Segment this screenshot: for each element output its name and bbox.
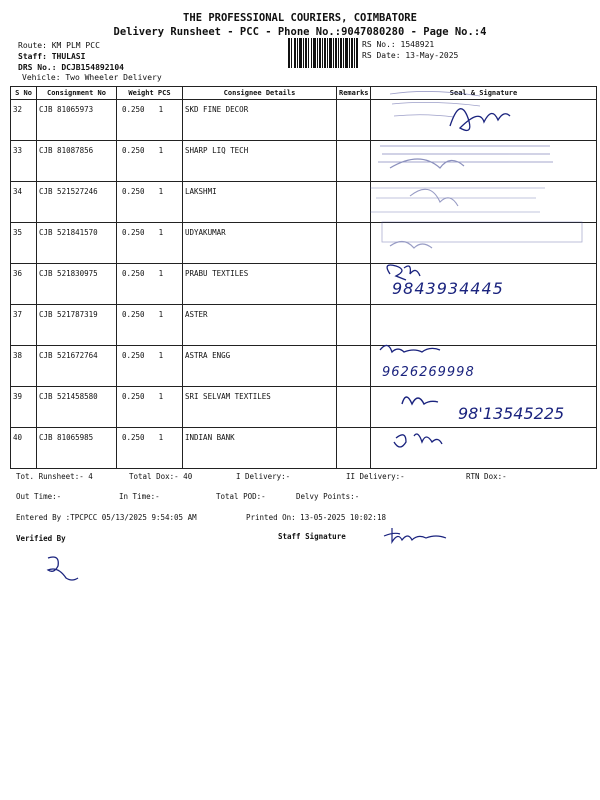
cell-weight: 0.250 (122, 269, 145, 278)
cell-weight: 0.250 (122, 105, 145, 114)
cell-remarks (337, 223, 371, 264)
cell-consignment: CJB 81087856 (37, 141, 117, 182)
staff-signature-label: Staff Signature (278, 532, 346, 541)
cell-pcs: 1 (158, 351, 164, 360)
cell-weight-pcs (117, 100, 183, 141)
cell-sno: 34 (11, 182, 37, 223)
cell-sno: 40 (11, 428, 37, 469)
cell-consignee: ASTER (183, 305, 337, 346)
in-time: In Time:- (119, 492, 160, 501)
cell-sno: 38 (11, 346, 37, 387)
cell-consignment: CJB 521787319 (37, 305, 117, 346)
cell-remarks (337, 264, 371, 305)
signature-row-36 (387, 265, 420, 280)
staff-signature-mark (380, 522, 470, 548)
cell-weight-pcs (117, 305, 183, 346)
cell-pcs: 1 (158, 310, 164, 319)
col-seal-signature: Seal & Signature (371, 87, 597, 100)
cell-consignment: CJB 521527246 (37, 182, 117, 223)
rs-date: RS Date: 13-May-2025 (362, 51, 459, 60)
col-sno: S No (11, 87, 37, 100)
cell-weight: 0.250 (122, 310, 145, 319)
cell-consignee: PRABU TEXTILES (183, 264, 337, 305)
cell-sno: 33 (11, 141, 37, 182)
stamp-row-34 (370, 188, 545, 212)
cell-consignee: SHARP LIQ TECH (183, 141, 337, 182)
ii-delivery: II Delivery:- (346, 472, 405, 481)
delvy-points: Delvy Points:- (296, 492, 360, 501)
cell-consignment: CJB 521672764 (37, 346, 117, 387)
col-consignee: Consignee Details (183, 87, 337, 100)
cell-weight: 0.250 (122, 351, 145, 360)
cell-weight-pcs (117, 387, 183, 428)
cell-weight: 0.250 (122, 228, 145, 237)
stamp-row-35 (382, 222, 582, 248)
cell-weight-pcs (117, 182, 183, 223)
cell-remarks (337, 182, 371, 223)
cell-sno: 39 (11, 387, 37, 428)
cell-pcs: 1 (158, 228, 164, 237)
drs-number: DRS No.: DCJB154892104 (18, 63, 124, 72)
rtn-dox: RTN Dox:- (466, 472, 507, 481)
i-delivery: I Delivery:- (236, 472, 291, 481)
cell-consignment: CJB 521458580 (37, 387, 117, 428)
signature-row-39 (402, 397, 438, 404)
cell-weight-pcs (117, 141, 183, 182)
stamp-row-33 (378, 146, 553, 168)
cell-pcs: 1 (158, 187, 164, 196)
verified-signature-mark (40, 550, 80, 582)
cell-weight-pcs (117, 428, 183, 469)
handwritten-phone-39: 98'13545225 (458, 404, 565, 423)
cell-consignment: CJB 81065985 (37, 428, 117, 469)
cell-sno: 36 (11, 264, 37, 305)
cell-weight: 0.250 (122, 146, 145, 155)
cell-pcs: 1 (158, 146, 164, 155)
cell-pcs: 1 (158, 105, 164, 114)
route-label: Route: KM PLM PCC (18, 41, 100, 50)
staff-label: Staff: THULASI (18, 52, 86, 61)
cell-consignee: ASTRA ENGG (183, 346, 337, 387)
cell-weight-pcs (117, 346, 183, 387)
rs-number: RS No.: 1548921 (362, 40, 435, 49)
cell-sno: 37 (11, 305, 37, 346)
cell-consignment: CJB 81065973 (37, 100, 117, 141)
handwritten-phone-38: 9626269998 (382, 365, 475, 380)
runsheet-subtitle: Delivery Runsheet - PCC - Phone No.:9047080280 - Page No.:4 (113, 26, 487, 38)
col-remarks: Remarks (337, 87, 371, 100)
cell-consignee: UDYAKUMAR (183, 223, 337, 264)
signature-row-38 (380, 345, 440, 352)
entered-by: Entered By :TPCPCC 05/13/2025 9:54:05 AM (16, 513, 197, 522)
cell-weight-pcs (117, 223, 183, 264)
col-weight: Weight (128, 89, 154, 97)
total-pod: Total POD:- (216, 492, 266, 501)
col-pcs: PCS (157, 89, 171, 97)
cell-remarks (337, 387, 371, 428)
cell-remarks (337, 428, 371, 469)
company-title: THE PROFESSIONAL COURIERS, COIMBATORE (183, 12, 417, 24)
cell-pcs: 1 (158, 433, 164, 442)
cell-consignee: SKD FINE DECOR (183, 100, 337, 141)
cell-weight: 0.250 (122, 187, 145, 196)
cell-weight: 0.250 (122, 433, 145, 442)
out-time: Out Time:- (16, 492, 62, 501)
col-consignment: Consignment No (37, 87, 117, 100)
cell-sno: 32 (11, 100, 37, 141)
cell-remarks (337, 305, 371, 346)
cell-sno: 35 (11, 223, 37, 264)
cell-remarks (337, 346, 371, 387)
cell-consignee: LAKSHMI (183, 182, 337, 223)
signature-row-40 (394, 434, 442, 447)
cell-consignment: CJB 521841570 (37, 223, 117, 264)
printed-on: Printed On: 13-05-2025 10:02:18 (246, 513, 386, 522)
cell-weight: 0.250 (122, 392, 145, 401)
tot-runsheet: Tot. Runsheet:- 4 (16, 472, 93, 481)
cell-consignment: CJB 521830975 (37, 264, 117, 305)
cell-consignee: INDIAN BANK (183, 428, 337, 469)
vehicle-label: Vehicle: Two Wheeler Delivery (22, 73, 162, 82)
total-dox: Total Dox:- 40 (129, 472, 193, 481)
signature-row-32 (450, 109, 510, 131)
col-weight-pcs (117, 87, 183, 100)
handwritten-phone-36: 9843934445 (392, 279, 504, 298)
cell-weight-pcs (117, 264, 183, 305)
cell-remarks (337, 141, 371, 182)
verified-by: Verified By (16, 534, 66, 543)
cell-consignee: SRI SELVAM TEXTILES (183, 387, 337, 428)
cell-pcs: 1 (158, 392, 164, 401)
cell-remarks (337, 100, 371, 141)
barcode-image (288, 38, 358, 68)
cell-pcs: 1 (158, 269, 164, 278)
